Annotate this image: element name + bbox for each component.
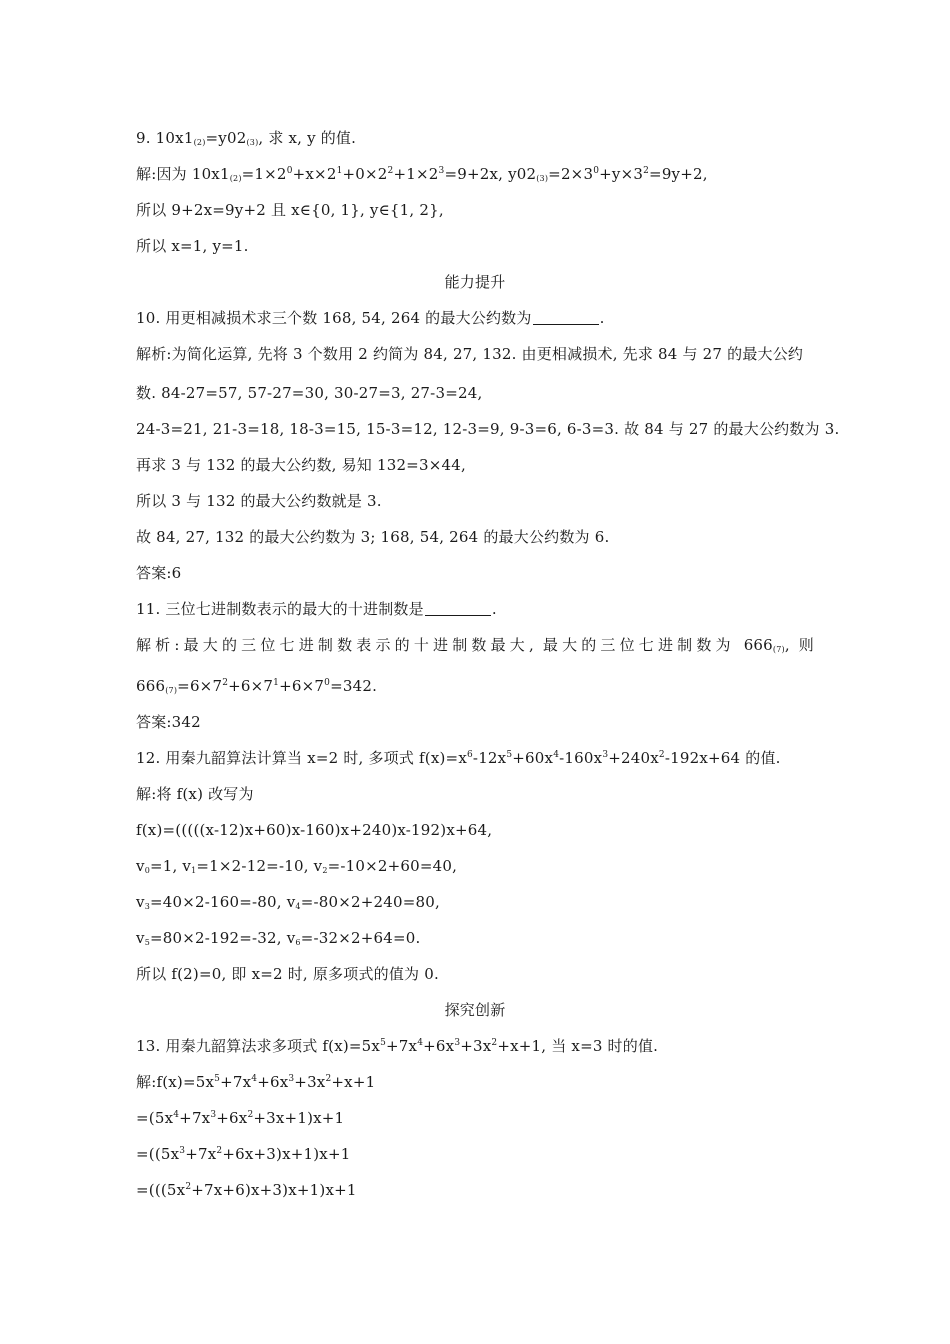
q10-analysis-line-1: 解析:为简化运算, 先将 3 个数用 2 约简为 84, 27, 132. 由更相减损术, 先求 84 与 27 的最大公约	[136, 345, 804, 363]
q11-question: 11. 三位七进制数表示的最大的十进制数是 .	[136, 600, 497, 618]
q9-solution-line-3: 所以 x=1, y=1.	[136, 237, 249, 255]
q9-solution-line-1: 解:因为 $10x1_{(2)}=1\times 2^0+x\times 2^1+0\times 2^2+1\times 2^3=9+2x$, $y02_{(3)}=2\times 3^0+y\times 3^2=9y+2$,	[136, 165, 708, 183]
q10-answer: 答案:6	[136, 564, 182, 582]
q10-analysis-line-5: 所以 3 与 132 的最大公约数就是 3.	[136, 492, 382, 510]
q13-solution-line-4: $=(((5x^2+7x+6)x+3)x+1)x+1$	[136, 1181, 357, 1199]
section-title-ability: 能力提升	[444, 273, 506, 291]
q9-solution-line-2: 所以 9+2x=9y+2 且 x∈{0, 1}, y∈{1, 2},	[136, 201, 444, 219]
q13-question: 13. 用秦九韶算法求多项式 $f(x)=5x^5+7x^4+6x^3+3x^2+x+1$, 当 x=3 时的值.	[136, 1037, 659, 1055]
answer-blank	[533, 310, 599, 325]
q11-analysis-line-1: 解析:最大的三位七进制数表示的十进制数最大, 最大的三位七进制数为 $666_{(7)}$, 则	[136, 636, 814, 654]
q11-answer: 答案:342	[136, 713, 201, 731]
q12-solution-line-1: 解:将 f(x) 改写为	[136, 785, 254, 803]
q13-solution-line-2: $=(5x^4+7x^3+6x^2+3x+1)x+1$	[136, 1109, 345, 1127]
answer-blank	[425, 601, 491, 616]
q12-question: 12. 用秦九韶算法计算当 x=2 时, 多项式 $f(x)=x^6-12x^5+60x^4-160x^3+240x^2-192x+64$ 的值.	[136, 749, 781, 767]
q12-solution-line-2: f(x)=(((((x-12)x+60)x-160)x+240)x-192)x+64,	[136, 821, 493, 839]
q10-analysis-line-3: 24-3=21, 21-3=18, 18-3=15, 15-3=12, 12-3=9, 9-3=6, 6-3=3. 故 84 与 27 的最大公约数为 3.	[136, 420, 840, 438]
section-title-exploration: 探究创新	[444, 1001, 506, 1019]
q12-solution-line-6: 所以 f(2)=0, 即 x=2 时, 原多项式的值为 0.	[136, 965, 439, 983]
q13-solution-line-1: 解$:f(x)=5x^5+7x^4+6x^3+3x^2+x+1$	[136, 1073, 376, 1091]
q10-analysis-line-4: 再求 3 与 132 的最大公约数, 易知 132=3×44,	[136, 456, 466, 474]
q10-question: 10. 用更相减损术求三个数 168, 54, 264 的最大公约数为 .	[136, 309, 605, 327]
q10-analysis-line-2: 数. 84-27=57, 57-27=30, 30-27=3, 27-3=24,	[136, 384, 483, 402]
q9-question: 9. $10x1_{(2)}=y02_{(3)}$, 求 x, y 的值.	[136, 129, 357, 147]
q10-analysis-line-6: 故 84, 27, 132 的最大公约数为 3; 168, 54, 264 的最大公约数为 6.	[136, 528, 610, 546]
q12-solution-line-4: $v_3=40\times 2-160=-80$, $v_4=-80\times 2+240=80$,	[136, 893, 440, 911]
q13-solution-line-3: $=((5x^3+7x^2+6x+3)x+1)x+1$	[136, 1145, 351, 1163]
q12-solution-line-5: $v_5=80\times 2-192=-32$, $v_6=-32\times 2+64=0$.	[136, 929, 421, 947]
q12-solution-line-3: $v_0=1$, $v_1=1\times 2-12=-10$, $v_2=-10\times 2+60=40$,	[136, 857, 458, 875]
q11-analysis-line-2: $666_{(7)}=6\times 7^2+6\times 7^1+6\times 7^0=342$.	[136, 677, 378, 695]
